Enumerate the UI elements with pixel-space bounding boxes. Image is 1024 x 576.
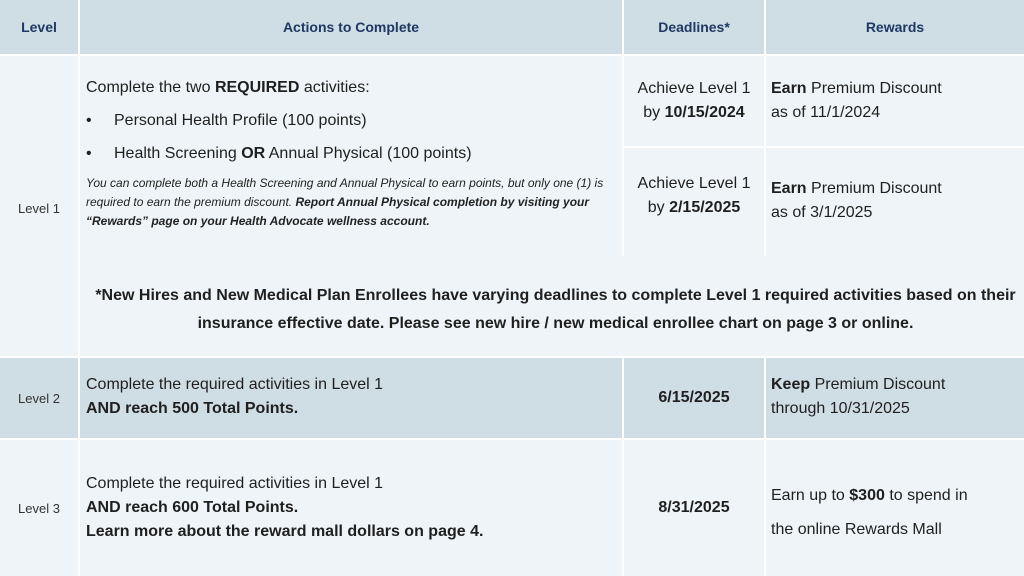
header-rewards: Rewards xyxy=(766,0,1024,54)
level1-reward-2: Earn Premium Discount as of 3/1/2025 xyxy=(766,148,1024,256)
bullet-icon: • xyxy=(86,112,92,129)
new-hire-notice: *New Hires and New Medical Plan Enrollees have varying deadlines to complete Level 1 required activities based on their insurance effective date. Please see new hire / new medical enrollee chart on page 3 or online. xyxy=(95,287,1016,332)
level1-notice-cell xyxy=(80,256,1024,356)
level2-deadline: 6/15/2025 xyxy=(624,358,764,438)
level3-deadline: 8/31/2025 xyxy=(624,440,764,576)
level1-bullet-health-profile: • Personal Health Profile (100 points) xyxy=(86,109,616,133)
level1-bullet-screening: • Health Screening OR Annual Physical (100 points) xyxy=(86,142,616,166)
header-deadlines: Deadlines* xyxy=(624,0,764,54)
level2-label: Level 2 xyxy=(0,358,78,438)
level3-reward: Earn up to $300 to spend in the online Rewards Mall xyxy=(766,440,1024,576)
level1-label: Level 1 xyxy=(18,200,60,216)
level1-deadline-1: Achieve Level 1 by 10/15/2024 xyxy=(624,56,764,146)
level2-reward: Keep Premium Discount through 10/31/2025 xyxy=(766,358,1024,438)
level2-actions-cell: Complete the required activities in Level 1 AND reach 500 Total Points. xyxy=(80,358,622,438)
level3-actions-cell: Complete the required activities in Level 1 AND reach 600 Total Points. Learn more about the reward mall dollars on page 4. xyxy=(80,440,622,576)
level1-reward-1: Earn Premium Discount as of 11/1/2024 xyxy=(766,56,1024,146)
level1-actions-cell xyxy=(80,56,622,256)
level1-note: You can complete both a Health Screening and Annual Physical to earn points, but only one (1) is required to earn the premium discount. Report Annual Physical completion by visiting your “Rewards” page on your Health Advocate wellness account. xyxy=(86,176,604,228)
bullet-icon: • xyxy=(86,145,92,162)
level1-intro: Complete the two REQUIRED activities: xyxy=(86,79,370,96)
header-level: Level xyxy=(0,0,78,54)
level3-label: Level 3 xyxy=(0,440,78,576)
header-actions: Actions to Complete xyxy=(80,0,622,54)
level1-deadline-2: Achieve Level 1 by 2/15/2025 xyxy=(624,148,764,256)
